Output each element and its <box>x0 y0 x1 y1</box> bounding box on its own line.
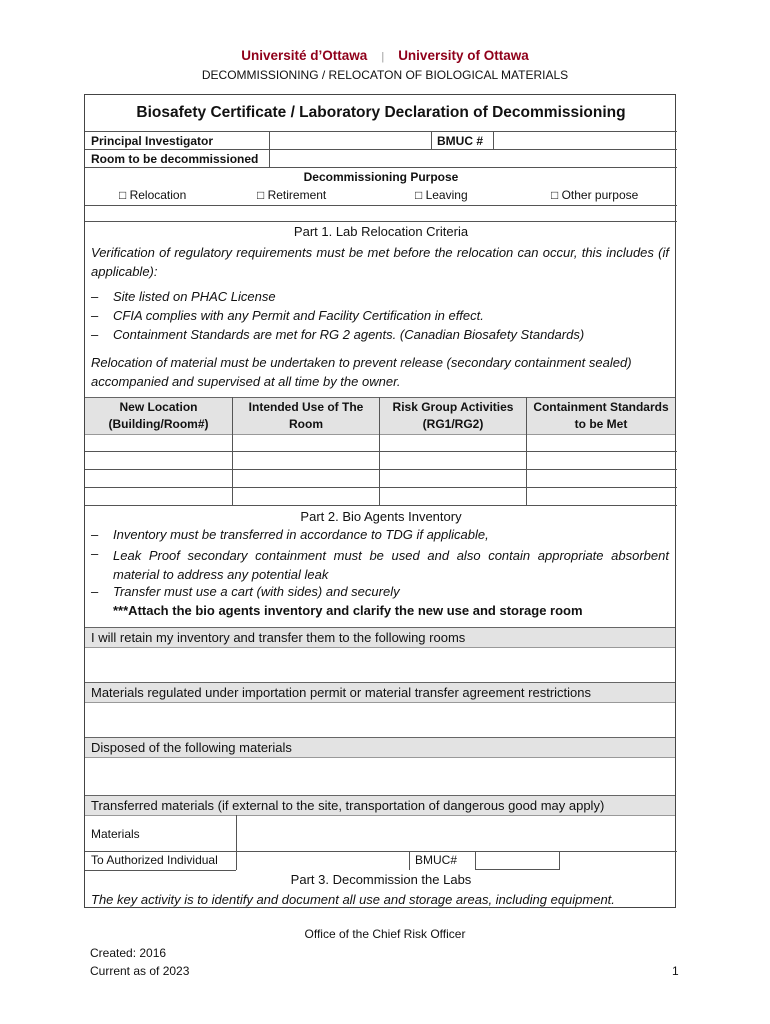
divider <box>85 870 236 871</box>
logo-separator: | <box>381 51 385 63</box>
bullet-text: Leak Proof secondary containment must be used and also contain appropriate absorbent material to address any potential leak <box>113 548 669 582</box>
purpose-other-checkbox[interactable]: □ Other purpose <box>551 188 639 202</box>
purpose-relocation-checkbox[interactable]: □ Relocation <box>119 188 187 202</box>
divider <box>431 131 432 149</box>
table-row-line <box>85 451 677 452</box>
part1-intro: Verification of regulatory requirements must be met before the relocation can occur, this includes (if applicable): <box>91 245 669 279</box>
table-row-line <box>85 469 677 470</box>
principal-investigator-label: Principal Investigator <box>91 134 214 148</box>
form-title: Biosafety Certificate / Laboratory Declaration of Decommissioning <box>136 104 626 121</box>
room-decommissioned-field[interactable] <box>271 150 675 166</box>
part2-bullet: – Inventory must be transferred in accordance to TDG if applicable, <box>91 527 669 545</box>
decommissioning-form <box>84 94 676 908</box>
footer-office: Office of the Chief Risk Officer <box>304 927 466 941</box>
bmuc-label: BMUC # <box>437 134 484 148</box>
purpose-heading: Decommissioning Purpose <box>303 170 459 184</box>
divider <box>85 205 677 206</box>
relocation-note: Relocation of material must be undertaken to prevent release (secondary containment sealed) accompanied and supervised at all time by the owner. <box>91 355 632 389</box>
purpose-leaving-checkbox[interactable]: □ Leaving <box>415 188 468 202</box>
regulated-materials-label: Materials regulated under importation permit or material transfer agreement restrictions <box>91 685 591 700</box>
document-subtitle: DECOMMISSIONING / RELOCATON OF BIOLOGICAL MATERIALS <box>201 68 569 82</box>
table-col-line <box>232 397 233 505</box>
divider <box>475 851 476 870</box>
table-col-line <box>379 397 380 505</box>
part1-bullet: – Containment Standards are met for RG 2 agents. (Canadian Biosafety Standards) <box>91 327 669 345</box>
transferred-materials-field[interactable] <box>238 816 674 850</box>
bullet-text: Site listed on PHAC License <box>113 289 276 304</box>
table-header-new-location: New Location (Building/Room#) <box>108 400 209 431</box>
part1-bullet: – Site listed on PHAC License <box>91 289 669 307</box>
divider <box>409 851 410 870</box>
divider <box>236 815 237 870</box>
transfer-bmuc-label: BMUC# <box>415 853 458 867</box>
bullet-text: Transfer must use a cart (with sides) and securely <box>113 584 400 599</box>
table-row-line <box>85 505 677 506</box>
divider <box>475 869 559 870</box>
logo-french: Université d’Ottawa <box>241 48 368 63</box>
authorized-individual-label: To Authorized Individual <box>91 853 218 867</box>
regulated-materials-field[interactable] <box>86 703 674 736</box>
table-header-risk-group: Risk Group Activities (RG1/RG2) <box>392 400 514 431</box>
authorized-individual-field[interactable] <box>238 852 408 869</box>
logo-english: University of Ottawa <box>398 48 529 63</box>
transferred-materials-label: Transferred materials (if external to the site, transportation of dangerous good may apply) <box>91 798 605 813</box>
part1-title: Part 1. Lab Relocation Criteria <box>293 224 469 239</box>
part1-bullet: – CFIA complies with any Permit and Facility Certification in effect. <box>91 308 669 326</box>
table-header-intended-use: Intended Use of The Room <box>248 400 364 431</box>
bullet-text: Containment Standards are met for RG 2 agents. (Canadian Biosafety Standards) <box>113 327 585 342</box>
bmuc-field[interactable] <box>495 132 675 148</box>
divider <box>493 131 494 149</box>
part3-title: Part 3. Decommission the Labs <box>290 872 472 887</box>
transfer-bmuc-field[interactable] <box>477 852 559 869</box>
retain-label: I will retain my inventory and transfer them to the following rooms <box>91 630 466 645</box>
table-row-line <box>85 487 677 488</box>
table-col-line <box>526 397 527 505</box>
part3-intro: The key activity is to identify and document all use and storage areas, including equipment. <box>91 892 615 907</box>
part2-title: Part 2. Bio Agents Inventory <box>300 509 462 524</box>
retain-rooms-field[interactable] <box>86 648 674 681</box>
part2-bullet: – Leak Proof secondary containment must be used and also contain appropriate absorbent material to address any potential leak <box>91 546 669 582</box>
footer-current: Current as of 2023 <box>90 964 190 978</box>
disposed-materials-field[interactable] <box>86 758 674 794</box>
disposed-materials-label: Disposed of the following materials <box>91 740 292 755</box>
principal-investigator-field[interactable] <box>271 132 429 148</box>
bullet-text: Inventory must be transferred in accordance to TDG if applicable, <box>113 527 489 542</box>
purpose-retirement-checkbox[interactable]: □ Retirement <box>257 188 327 202</box>
page-number: 1 <box>672 964 679 978</box>
materials-label: Materials <box>91 827 140 841</box>
part2-bullet: – Transfer must use a cart (with sides) and securely <box>91 584 669 602</box>
room-decommissioned-label: Room to be decommissioned <box>91 152 259 166</box>
attach-inventory-note: ***Attach the bio agents inventory and clarify the new use and storage room <box>113 603 583 618</box>
footer-created: Created: 2016 <box>90 946 167 960</box>
university-logo <box>0 48 770 63</box>
divider <box>85 221 677 222</box>
divider <box>85 167 677 168</box>
divider <box>559 851 560 870</box>
table-header-containment: Containment Standards to be Met <box>533 400 669 431</box>
bullet-text: CFIA complies with any Permit and Facility Certification in effect. <box>113 308 484 323</box>
